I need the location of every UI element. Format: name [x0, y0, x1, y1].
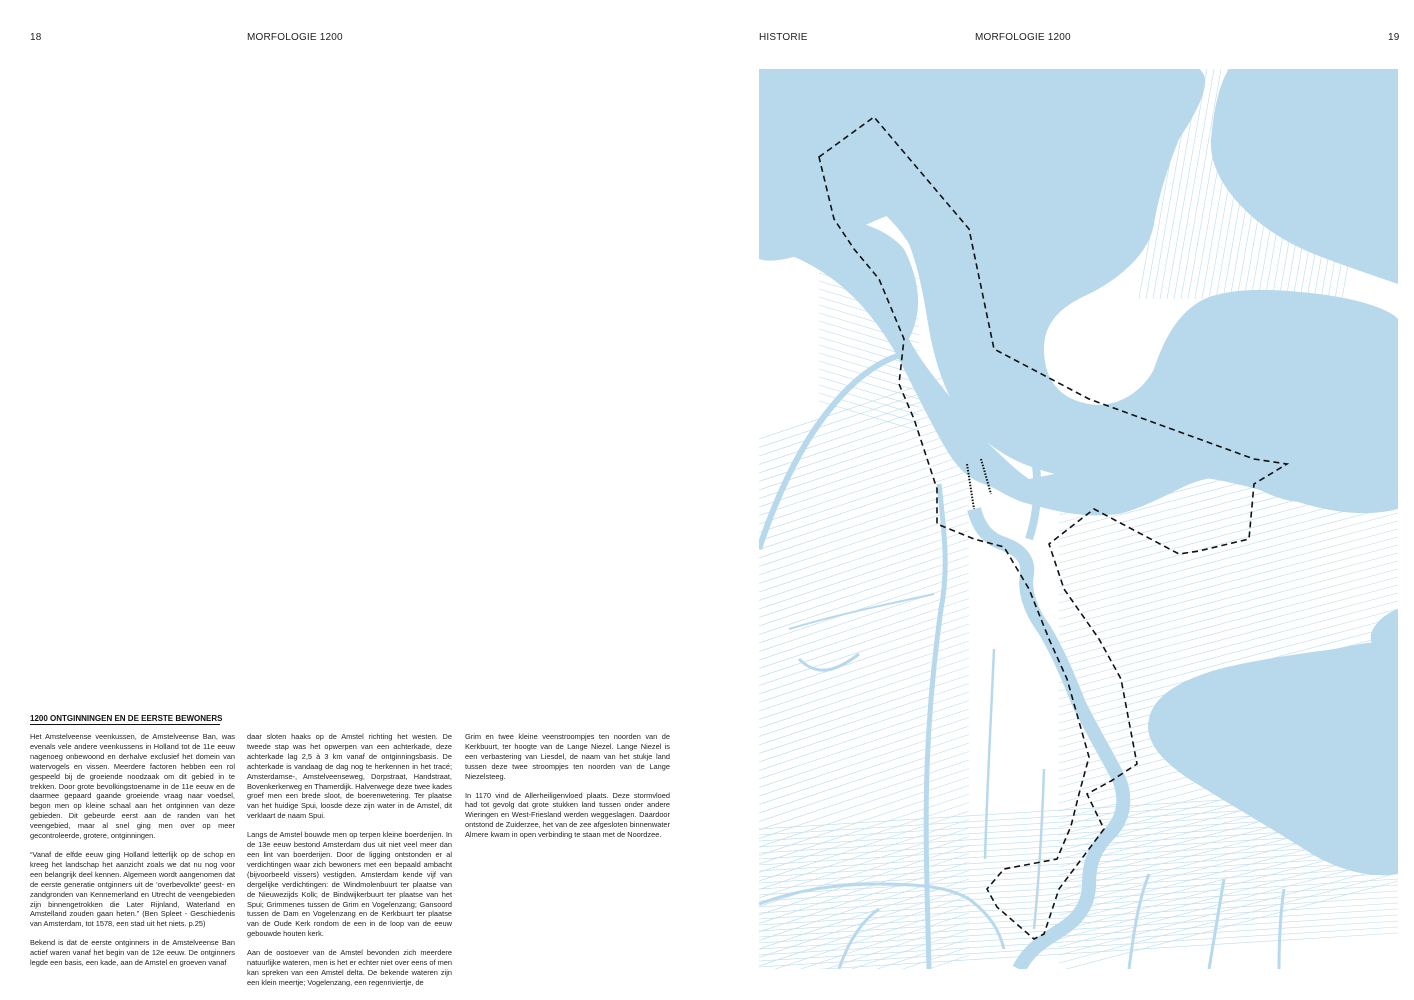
text-column-1 [30, 732, 235, 977]
paragraph: In 1170 vind de Allerheiligenvloed plaats. Deze stormvloed had tot gevolg dat grote stukken land tussen onder andere Wieringen en West-Friesland werden weggeslagen. Daardoor ontstond de Zuiderzee, het van de zee afgesloten binnenwater Almere kwam in open verbinding te staan met de Noordzee. [465, 790, 670, 840]
text-column-3 [465, 732, 670, 849]
historic-map-1200 [759, 69, 1398, 969]
section-label-right: HISTORIE [759, 32, 808, 43]
paragraph: Het Amstelveense veenkussen, de Amstelveense Ban, was evenals vele andere veenkussens in Holland tot de 11e eeuw nagenoeg onbewoond en derhalve exclusief het domein van watervogels en vissen. Meerdere factoren hebben een rol gespeeld bij de groeiende noodzaak om dit gebied in te trekken. Door grote bevolkingstoename in de 11e eeuw en de daarmee gepaard gaande groeiende vraag naar voedsel, begon men op kleine schaal aan het ontginnen van deze gebieden. Dit gebeurde eerst aan de randen van het veengebied, maar al snel ging men over op meer gecontroleerde, grotere, ontginningen. [30, 732, 235, 841]
paragraph: daar sloten haaks op de Amstel richting het westen. De tweede stap was het opwerpen van een achterkade, deze achterkade lag 2,5 à 3 km vanaf de ontginningsbasis. De achterkade is vandaag de dag nog te herkennen in het tracé; Amsterdamse-, Amstelveenseweg, Dorpstraat, Handstraat, Bovenkerkerweg en Thamerdijk. Halverwege deze twee kades groef men een brede sloot, de boerenwetering. Ter plaatse van het huidige Spui, loosde deze zijn water in de Amstel, dit verklaart de naam Spui. [247, 732, 452, 821]
section-heading: 1200 ONTGINNINGEN EN DE EERSTE BEWONERS [30, 714, 223, 723]
paragraph: “Vanaf de elfde eeuw ging Holland letterlijk op de schop en kreeg het landschap het aanzicht zoals we dat nu nog voor een belangrijk deel kennen. Algemeen wordt aangenomen dat de eerste generatie ontginners uit de ‘overbevolkte’ geest- en zandgronden van Kennemerland en Utrecht de veengebieden zijn binnengetrokken die Later Rijnland, Waterland en Amstelland zouden gaan heten.” (Ben Spleet - Geschiedenis van Amsterdam, tot 1578, een stad uit het niets. p.25) [30, 849, 235, 929]
running-title-right: MORFOLOGIE 1200 [975, 32, 1071, 43]
map-svg [759, 69, 1398, 969]
paragraph: Bekend is dat de eerste ontginners in de Amstelveense Ban actief waren vanaf het begin van de 12e eeuw. De ontginners legde een basis, een kade, aan de Amstel en groeven vanaf [30, 938, 235, 968]
text-column-2 [247, 732, 452, 997]
paragraph: Langs de Amstel bouwde men op terpen kleine boerderijen. In de 13e eeuw bestond Amsterdam dus uit niet veel meer dan een lint van boerderijen. Door de ligging ontstonden er al verdichtingen waar zich bewoners met een bepaald ambacht (bijvoorbeeld vissers) vestigden. Amsterdam kende vijf van dergelijke verdichtingen: de Windmolenbuurt ter plaatse van de Nieuwezijds Kolk; de Bindwijkerbuurt ter plaatse van het Spui; Grimmenes tussen de Grim en Vogelenzang; Gansoord tussen de Dam en Vogelenzang en de Kerkbuurt ter plaatse van de Oude Kerk rondom de een in de loop van de eeuw gebouwde houten kerk. [247, 830, 452, 939]
running-title-left: MORFOLOGIE 1200 [247, 32, 343, 43]
page-number-right: 19 [1388, 32, 1400, 43]
page-number-left: 18 [30, 32, 42, 43]
paragraph: Aan de oostoever van de Amstel bevonden zich meerdere natuurlijke wateren, men is het er echter niet over eens of men kan spreken van een Amstel delta. De bekende wateren zijn een klein meertje; Vogelenzang, een regenriviertje, de [247, 948, 452, 987]
paragraph: Grim en twee kleine veenstroompjes ten noorden van de Kerkbuurt, ter hoogte van de Lange Niezel. Lange Niezel is een verbastering van Liesdel, de naam van het stukje land tussen deze twee stroompjes ten noorden van de Lange Niezelsteeg. [465, 732, 670, 781]
